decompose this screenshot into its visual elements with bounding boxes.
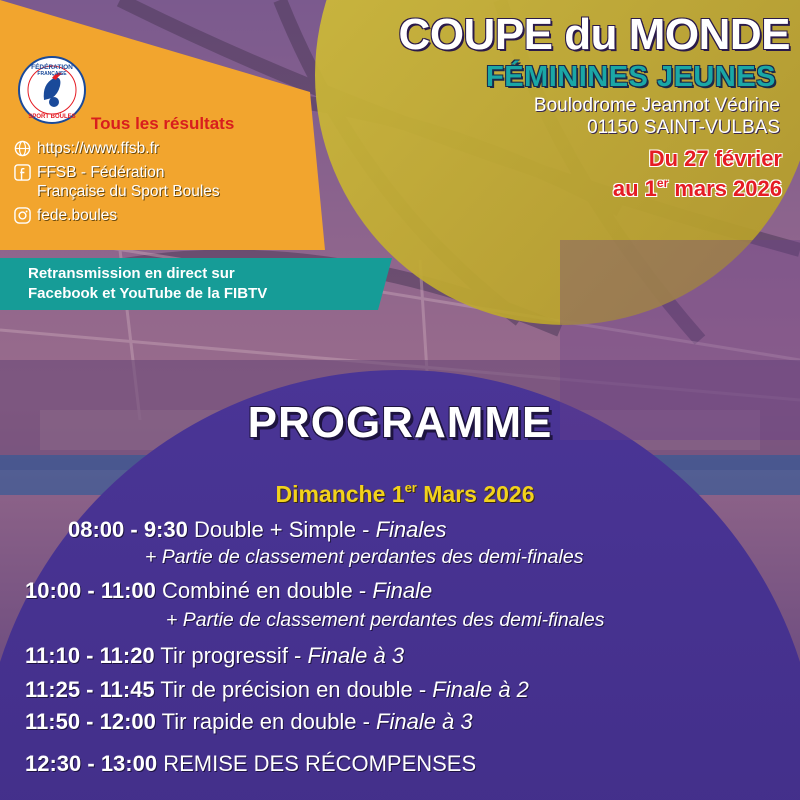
programme-item <box>25 578 432 604</box>
dates-line2-sup: er <box>656 176 669 190</box>
event-dates <box>430 146 782 201</box>
website-url: https://www.ffsb.fr <box>37 140 160 157</box>
programme-note: + Partie de classement perdantes des demi-finales <box>166 609 605 631</box>
programme-time: 10:00 - 11:00 <box>25 578 156 603</box>
results-title: Tous les résultats <box>91 114 235 133</box>
programme-time: 08:00 - 9:30 <box>68 517 188 542</box>
programme-note: + Partie de classement perdantes des demi-finales <box>145 546 584 568</box>
programme-event: Tir progressif - <box>154 643 308 668</box>
day-sup: er <box>404 480 417 495</box>
facebook-icon <box>14 164 31 181</box>
dates-line2-prefix: au 1 <box>612 176 657 201</box>
website-link[interactable] <box>14 139 159 158</box>
ffsb-logo <box>18 56 86 124</box>
day-prefix: Dimanche 1 <box>275 481 405 507</box>
facebook-line2: Française du Sport Boules <box>37 183 220 200</box>
programme-event: Combiné en double - <box>155 578 373 603</box>
dates-line2 <box>430 171 782 201</box>
venue <box>400 95 780 139</box>
programme-stage: Finale à 3 <box>307 643 405 668</box>
programme-stage: Finales <box>375 517 447 542</box>
instagram-link[interactable] <box>14 206 117 225</box>
venue-address: 01150 SAINT-VULBAS <box>587 117 780 138</box>
globe-icon <box>14 140 31 157</box>
logo-text-middle: FRANÇAISE <box>37 71 67 77</box>
programme-item <box>25 709 473 735</box>
event-subtitle: FÉMININES JEUNES <box>486 61 776 93</box>
dates-line1: Du 27 février <box>648 146 782 171</box>
event-title: COUPE du MONDE <box>398 10 790 59</box>
logo-text-bottom: SPORT BOULES <box>28 114 76 120</box>
programme-event: Tir de précision en double - <box>154 677 433 702</box>
facebook-link[interactable] <box>14 163 220 201</box>
day-suffix: Mars 2026 <box>416 481 535 507</box>
venue-name: Boulodrome Jeannot Védrine <box>533 95 780 116</box>
facebook-line1: FFSB - Fédération <box>37 164 165 181</box>
programme-time: 11:25 - 11:45 <box>25 677 155 702</box>
programme-stage: Finale à 2 <box>432 677 529 702</box>
broadcast-banner <box>28 264 368 304</box>
dates-line2-suffix: mars 2026 <box>668 176 782 201</box>
programme-stage: Finale à 3 <box>376 709 473 734</box>
programme-item <box>25 677 529 703</box>
programme-item <box>68 517 446 543</box>
programme-stage: Finale <box>372 578 433 603</box>
programme-event: Double + Simple - <box>187 517 376 542</box>
programme-day <box>200 480 610 508</box>
programme-item <box>25 751 476 777</box>
instagram-icon <box>14 207 31 224</box>
programme-title: PROGRAMME <box>247 398 553 447</box>
programme-event: REMISE DES RÉCOMPENSES <box>157 751 477 776</box>
broadcast-line1: Retransmission en direct sur <box>28 265 235 282</box>
programme-time: 12:30 - 13:00 <box>25 751 158 776</box>
logo-text-top: FÉDÉRATION <box>31 64 73 71</box>
programme-time: 11:10 - 11:20 <box>25 643 155 668</box>
programme-time: 11:50 - 12:00 <box>25 709 156 734</box>
programme-event: Tir rapide en double - <box>155 709 377 734</box>
broadcast-line2: Facebook et YouTube de la FIBTV <box>28 285 268 302</box>
facebook-text <box>37 163 220 201</box>
instagram-handle: fede.boules <box>37 207 118 224</box>
programme-item <box>25 643 404 669</box>
